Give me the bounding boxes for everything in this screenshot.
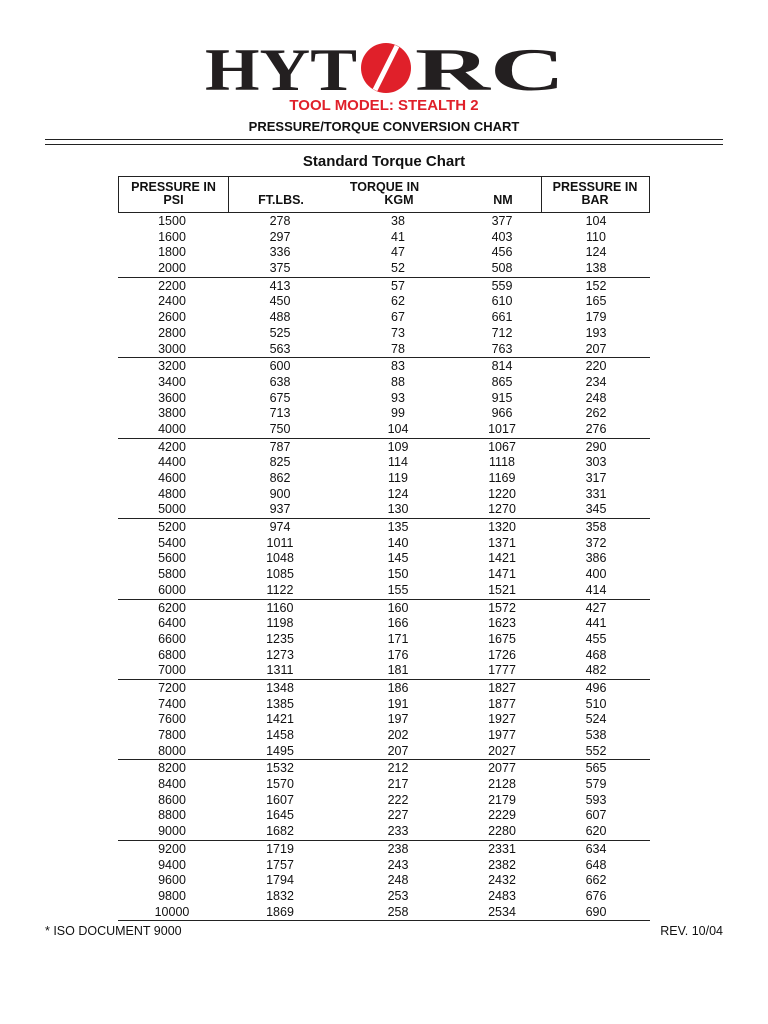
svg-text:RC: RC [415, 40, 565, 94]
cell-nm: 1777 [488, 663, 516, 678]
cell-nm: 2027 [488, 743, 516, 758]
cell-nm: 966 [491, 406, 513, 421]
row-group [118, 213, 650, 278]
cell-ftlbs: 750 [269, 421, 291, 436]
cell-ftlbs: 336 [269, 245, 291, 260]
cell-ftlbs: 600 [269, 359, 291, 374]
cell-kgm: 114 [388, 455, 408, 470]
row-group [118, 760, 650, 840]
cell-kgm: 248 [387, 873, 409, 888]
cell-psi: 7800 [158, 728, 186, 742]
table-row [118, 455, 650, 471]
table-row [118, 777, 650, 793]
cell-ftlbs: 1832 [266, 888, 294, 903]
cell-ftlbs: 1719 [266, 841, 294, 856]
cell-nm: 1220 [488, 486, 516, 501]
cell-ftlbs: 900 [269, 486, 291, 501]
cell-bar: 662 [585, 873, 607, 888]
table-row [118, 342, 650, 358]
table-row [118, 842, 650, 858]
cell-ftlbs: 974 [269, 520, 291, 535]
row-group [118, 439, 650, 519]
cell-nm: 2179 [488, 792, 516, 807]
table-row [118, 375, 650, 391]
cell-bar: 441 [585, 616, 607, 631]
table-row [118, 808, 650, 824]
cell-bar: 104 [585, 214, 607, 228]
cell-kgm: 233 [387, 824, 409, 839]
cell-kgm: 176 [387, 647, 409, 662]
cell-nm: 559 [491, 278, 513, 293]
cell-bar: 248 [585, 390, 607, 405]
cell-kgm: 93 [391, 390, 405, 405]
cell-bar: 331 [585, 486, 607, 501]
cell-psi: 3000 [158, 341, 186, 356]
table-row [118, 326, 650, 342]
cell-bar: 634 [585, 841, 607, 856]
cell-psi: 5600 [158, 551, 186, 566]
table-row [118, 310, 650, 326]
table-row [118, 359, 650, 375]
cell-nm: 915 [491, 390, 513, 405]
cell-psi: 8200 [158, 761, 186, 776]
cell-ftlbs: 1645 [266, 808, 294, 823]
cell-kgm: 83 [391, 359, 405, 374]
cell-nm: 1118 [489, 455, 515, 470]
cell-ftlbs: 1869 [266, 904, 294, 919]
header-rule-bottom [45, 144, 723, 145]
cell-bar: 400 [585, 567, 607, 582]
cell-ftlbs: 1532 [266, 761, 294, 776]
cell-ftlbs: 1160 [266, 600, 294, 615]
cell-nm: 1421 [488, 551, 516, 566]
cell-nm: 508 [491, 261, 513, 276]
cell-nm: 610 [491, 294, 513, 309]
cell-kgm: 197 [387, 712, 409, 727]
cell-ftlbs: 1235 [266, 631, 294, 646]
cell-ftlbs: 638 [269, 374, 291, 389]
cell-kgm: 258 [387, 904, 409, 919]
cell-nm: 403 [491, 229, 513, 244]
table-row [118, 487, 650, 503]
cell-psi: 1600 [158, 229, 186, 244]
row-group [118, 680, 650, 760]
cell-ftlbs: 1273 [266, 647, 294, 662]
cell-nm: 814 [491, 359, 513, 374]
cell-psi: 3600 [158, 390, 186, 405]
cell-ftlbs: 1682 [266, 824, 294, 839]
cell-psi: 5400 [158, 535, 186, 550]
table-row [118, 536, 650, 552]
table-row [118, 261, 650, 277]
cell-psi: 8400 [158, 777, 186, 792]
cell-psi: 8600 [158, 792, 186, 807]
cell-kgm: 155 [387, 582, 409, 597]
cell-ftlbs: 1495 [266, 743, 294, 758]
cell-ftlbs: 450 [269, 294, 291, 309]
cell-ftlbs: 278 [269, 214, 291, 228]
cell-psi: 3200 [158, 359, 186, 374]
cell-nm: 1977 [488, 728, 516, 742]
cell-nm: 763 [491, 341, 513, 356]
table-row [118, 824, 650, 840]
cell-kgm: 222 [387, 792, 409, 807]
table-row [118, 520, 650, 536]
cell-psi: 8800 [158, 808, 186, 823]
revision-label: REV. 10/04 [660, 924, 723, 938]
cell-psi: 8000 [158, 743, 186, 758]
table-row [118, 245, 650, 261]
table-row [118, 728, 650, 744]
cell-nm: 1572 [488, 600, 516, 615]
cell-ftlbs: 675 [269, 390, 291, 405]
cell-ftlbs: 825 [269, 455, 291, 470]
cell-nm: 1169 [488, 471, 516, 485]
svg-text:HYT: HYT [205, 40, 357, 94]
row-group [118, 519, 650, 599]
cell-nm: 2534 [488, 904, 516, 919]
table-row [118, 744, 650, 760]
iso-note: * ISO DOCUMENT 9000 [45, 924, 182, 938]
cell-psi: 4800 [158, 486, 186, 501]
table-row [118, 632, 650, 648]
cell-bar: 372 [585, 535, 607, 550]
cell-ftlbs: 1048 [266, 551, 294, 566]
table-row [118, 793, 650, 809]
table-row [118, 761, 650, 777]
cell-nm: 1017 [488, 421, 516, 436]
cell-kgm: 104 [387, 421, 409, 436]
cell-kgm: 41 [391, 229, 405, 244]
header-kgm: KGM [384, 193, 414, 207]
cell-bar: 138 [585, 261, 607, 276]
cell-bar: 510 [585, 696, 607, 711]
table-row [118, 567, 650, 583]
header-ftlbs: FT.LBS. [258, 193, 304, 207]
table-row [118, 230, 650, 246]
cell-kgm: 99 [391, 406, 405, 421]
cell-ftlbs: 488 [269, 310, 291, 325]
cell-psi: 2400 [158, 294, 186, 309]
cell-nm: 1726 [488, 647, 516, 662]
cell-kgm: 186 [387, 680, 409, 695]
row-group [118, 358, 650, 438]
cell-ftlbs: 787 [269, 439, 291, 454]
cell-bar: 110 [586, 229, 606, 244]
cell-nm: 2128 [488, 777, 516, 792]
cell-ftlbs: 413 [269, 278, 291, 293]
cell-kgm: 207 [387, 743, 409, 758]
cell-kgm: 243 [387, 857, 409, 872]
table-row [118, 502, 650, 518]
cell-bar: 427 [585, 600, 607, 615]
cell-nm: 2229 [488, 808, 516, 823]
cell-psi: 4200 [158, 439, 186, 454]
cell-bar: 648 [585, 857, 607, 872]
cell-kgm: 166 [387, 616, 409, 631]
cell-bar: 152 [585, 278, 607, 293]
cell-ftlbs: 1385 [266, 696, 294, 711]
row-group [118, 841, 650, 921]
cell-kgm: 150 [387, 567, 409, 582]
cell-bar: 455 [585, 631, 607, 646]
cell-psi: 1500 [158, 214, 186, 228]
cell-nm: 1320 [488, 520, 516, 535]
table-row [118, 616, 650, 632]
cell-nm: 1521 [488, 582, 516, 597]
table-row [118, 551, 650, 567]
cell-nm: 1067 [488, 439, 516, 454]
cell-ftlbs: 937 [269, 502, 291, 517]
cell-nm: 456 [491, 245, 513, 260]
cell-nm: 1471 [488, 567, 516, 582]
cell-ftlbs: 297 [269, 229, 291, 244]
cell-bar: 468 [585, 647, 607, 662]
cell-kgm: 145 [387, 551, 409, 566]
cell-ftlbs: 862 [269, 471, 291, 485]
cell-kgm: 57 [391, 278, 405, 293]
cell-bar: 220 [585, 359, 607, 374]
table-row [118, 294, 650, 310]
cell-bar: 593 [585, 792, 607, 807]
cell-kgm: 73 [391, 325, 405, 340]
chart-subtitle: PRESSURE/TORQUE CONVERSION CHART [248, 119, 520, 134]
cell-ftlbs: 1421 [266, 712, 294, 727]
cell-kgm: 135 [387, 520, 409, 535]
header-torque-in: TORQUE IN [349, 180, 420, 194]
cell-kgm: 62 [391, 294, 405, 309]
torque-table [118, 213, 650, 921]
cell-psi: 3800 [158, 406, 186, 421]
cell-bar: 579 [585, 777, 607, 792]
cell-bar: 524 [585, 712, 607, 727]
cell-bar: 207 [585, 341, 607, 356]
table-row [118, 905, 650, 921]
cell-bar: 414 [585, 582, 607, 597]
cell-bar: 607 [585, 808, 607, 823]
cell-nm: 1371 [488, 535, 516, 550]
header-nm: NM [493, 193, 513, 207]
cell-kgm: 253 [387, 888, 409, 903]
cell-nm: 1927 [488, 712, 516, 727]
cell-bar: 276 [585, 421, 607, 436]
table-row [118, 889, 650, 905]
cell-kgm: 38 [391, 214, 405, 228]
table-row [118, 601, 650, 617]
cell-psi: 7600 [158, 712, 186, 727]
cell-bar: 386 [585, 551, 607, 566]
header-pressure-bar: PRESSURE IN BAR [552, 180, 638, 207]
table-row [118, 712, 650, 728]
cell-kgm: 202 [387, 728, 409, 742]
cell-kgm: 78 [391, 341, 405, 356]
cell-nm: 2280 [488, 824, 516, 839]
cell-psi: 4000 [158, 421, 186, 436]
table-row [118, 681, 650, 697]
cell-psi: 10000 [154, 904, 190, 919]
cell-kgm: 119 [388, 471, 408, 485]
table-row [118, 440, 650, 456]
cell-ftlbs: 1570 [266, 777, 294, 792]
cell-nm: 1827 [488, 680, 516, 695]
cell-psi: 4400 [158, 455, 186, 470]
cell-nm: 2077 [488, 761, 516, 776]
cell-kgm: 171 [387, 631, 409, 646]
cell-bar: 676 [585, 888, 607, 903]
cell-psi: 7200 [158, 680, 186, 695]
cell-kgm: 191 [387, 696, 409, 711]
cell-nm: 865 [491, 374, 513, 389]
cell-psi: 2000 [158, 261, 186, 276]
cell-ftlbs: 1348 [266, 680, 294, 695]
cell-psi: 9200 [158, 841, 186, 856]
table-row [118, 406, 650, 422]
table-row [118, 471, 650, 487]
cell-psi: 6600 [158, 631, 186, 646]
cell-nm: 661 [491, 310, 513, 325]
table-row [118, 583, 650, 599]
cell-ftlbs: 375 [269, 261, 291, 276]
cell-bar: 358 [585, 520, 607, 535]
cell-kgm: 52 [391, 261, 405, 276]
cell-ftlbs: 1794 [266, 873, 294, 888]
cell-nm: 1270 [488, 502, 516, 517]
cell-ftlbs: 1085 [266, 567, 294, 582]
cell-psi: 7000 [158, 663, 186, 678]
cell-bar: 538 [585, 728, 607, 742]
cell-kgm: 47 [391, 245, 405, 260]
cell-kgm: 181 [387, 663, 409, 678]
table-header [118, 176, 650, 213]
cell-ftlbs: 1011 [266, 535, 294, 550]
cell-nm: 1675 [488, 631, 516, 646]
cell-bar: 290 [585, 439, 607, 454]
cell-kgm: 238 [387, 841, 409, 856]
cell-psi: 4600 [158, 471, 186, 485]
tool-model-title: TOOL MODEL: STEALTH 2 [289, 97, 479, 114]
cell-kgm: 160 [387, 600, 409, 615]
row-group [118, 600, 650, 680]
table-row [118, 858, 650, 874]
cell-ftlbs: 525 [269, 325, 291, 340]
header-rule-top [45, 139, 723, 140]
cell-nm: 1877 [488, 696, 516, 711]
cell-kgm: 67 [391, 310, 405, 325]
cell-psi: 2200 [158, 278, 186, 293]
cell-kgm: 227 [387, 808, 409, 823]
cell-nm: 2483 [488, 888, 516, 903]
cell-nm: 712 [491, 325, 513, 340]
table-row [118, 279, 650, 295]
cell-psi: 2800 [158, 325, 186, 340]
cell-psi: 7400 [158, 696, 186, 711]
cell-psi: 5200 [158, 520, 186, 535]
cell-bar: 124 [585, 245, 607, 260]
cell-psi: 1800 [158, 245, 186, 260]
cell-bar: 565 [585, 761, 607, 776]
cell-psi: 9600 [158, 873, 186, 888]
hytorc-logo [205, 40, 565, 94]
cell-ftlbs: 1458 [266, 728, 294, 742]
cell-ftlbs: 1122 [266, 582, 294, 597]
cell-psi: 6000 [158, 582, 186, 597]
cell-psi: 5000 [158, 502, 186, 517]
cell-nm: 2382 [488, 857, 516, 872]
cell-psi: 6400 [158, 616, 186, 631]
cell-ftlbs: 1757 [266, 857, 294, 872]
cell-psi: 6800 [158, 647, 186, 662]
cell-ftlbs: 1607 [266, 792, 294, 807]
cell-kgm: 217 [387, 777, 409, 792]
cell-nm: 2331 [488, 841, 516, 856]
cell-psi: 2600 [158, 310, 186, 325]
cell-bar: 165 [585, 294, 607, 309]
cell-nm: 377 [491, 214, 513, 228]
row-group [118, 278, 650, 358]
cell-ftlbs: 1198 [266, 616, 294, 631]
cell-bar: 345 [585, 502, 607, 517]
cell-bar: 317 [585, 471, 607, 485]
cell-bar: 552 [585, 743, 607, 758]
cell-psi: 6200 [158, 600, 186, 615]
cell-kgm: 124 [387, 486, 409, 501]
header-pressure-psi: PRESSURE IN PSI [131, 180, 216, 207]
cell-psi: 5800 [158, 567, 186, 582]
cell-bar: 690 [585, 904, 607, 919]
table-row [118, 391, 650, 407]
cell-psi: 9400 [158, 857, 186, 872]
cell-bar: 496 [585, 680, 607, 695]
cell-ftlbs: 1311 [266, 663, 294, 678]
cell-bar: 620 [585, 824, 607, 839]
cell-bar: 262 [585, 406, 607, 421]
standard-torque-chart-title: Standard Torque Chart [302, 153, 466, 170]
table-row [118, 214, 650, 230]
cell-psi: 9800 [158, 888, 186, 903]
cell-nm: 2432 [488, 873, 516, 888]
cell-kgm: 140 [387, 535, 409, 550]
cell-bar: 193 [585, 325, 607, 340]
cell-psi: 9000 [158, 824, 186, 839]
cell-kgm: 212 [387, 761, 409, 776]
cell-nm: 1623 [488, 616, 516, 631]
cell-bar: 303 [585, 455, 607, 470]
cell-ftlbs: 713 [269, 406, 291, 421]
cell-bar: 234 [585, 374, 607, 389]
table-row [118, 873, 650, 889]
cell-kgm: 130 [387, 502, 409, 517]
cell-ftlbs: 563 [269, 341, 291, 356]
cell-psi: 3400 [158, 374, 186, 389]
table-row [118, 697, 650, 713]
cell-kgm: 109 [387, 439, 409, 454]
cell-bar: 179 [585, 310, 607, 325]
table-row [118, 648, 650, 664]
cell-kgm: 88 [391, 374, 405, 389]
cell-bar: 482 [585, 663, 607, 678]
table-row [118, 663, 650, 679]
table-row [118, 422, 650, 438]
